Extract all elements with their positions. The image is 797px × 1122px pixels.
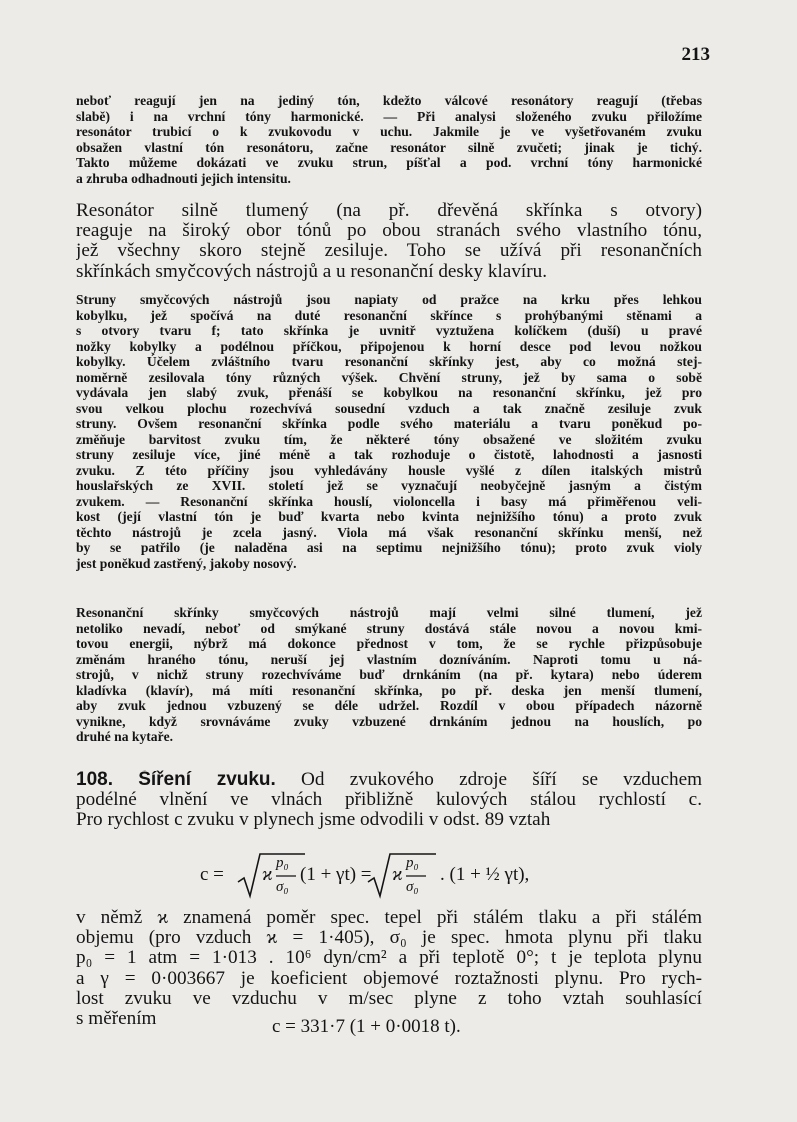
text-line: neboť reagují jen na jediný tón, kdežto válcové resonátory reagují (třebas [76,93,702,108]
text-line: aby zvuk jednou vzbuzený se déle udržel. Rozdíl v obou případech názorně [76,698,702,713]
formula-lhs: c = [200,864,224,885]
paragraph-variables [76,908,702,1029]
formula-kappa: ϰ [392,864,403,885]
text-line: vynikne, když srovnáváme zvuky vzbuzené drnkáním jednou na houslích, po [76,713,702,729]
formula-tail: . (1 + ½ γt), [440,864,530,885]
text-line: kobylky. Účelem zvláštního tvaru resonanční skřínky jest, aby co možná stej- [76,354,702,369]
text-line: změnám hraného tónu, neruší jej vlastním dozníváním. Naproti tomu u ná- [76,651,702,667]
text-line: zvuku. Z této příčiny jsou vyhledávány housle vyšlé z dílen italských mistrů [76,462,702,478]
formula-measured-speed: c = 331·7 (1 + 0·0018 t). [272,1016,461,1037]
section-108-intro [76,770,702,831]
text-line: nožky kobylky a podélnou příčkou, připojenou k horní desce pod levou nožkou [76,338,702,354]
text-line: strojů, v nichž struny rozechvíváme buď drnkáním (na př. kytara) nebo úderem [76,667,702,682]
text-line: struny. Ovšem resonanční skřínka podle svého materiálu a tvaru poněkud po- [76,416,702,431]
text-line: jest poněkud zastřený, jakoby nosový. [76,555,297,571]
text-line: zvukem. — Resonanční skřínka houslí, violoncella i basy má přiměřenou veli- [76,493,702,509]
text-line: skřínkách smyčcových nástrojů a u resonanční desky klavíru. [76,261,548,282]
text-line: a zhruba odhadnouti jejich intensitu. [76,170,291,186]
text-line: netoliko nevadí, neboť od smýkané struny dostává stále novou a novou kmi- [76,620,702,636]
paragraph-damping [76,605,702,745]
text-line: druhé na kytaře. [76,729,174,744]
paragraph-string-instruments [76,292,702,571]
formula-numerator: p₀ [406,855,419,871]
text-line: Resonanční skřínky smyčcových nástrojů mají velmi silné tlumení, jež [76,605,702,620]
section-text-line: Pro rychlost c zvuku v plynech jsme odvodili v odst. 89 vztah [76,810,551,831]
text-line: kobylku, jež spočívá na duté resonanční skřínce s prohýbanými stěnami a [76,307,702,323]
formula-denominator: σ₀ [406,879,419,895]
text-line: změňuje barvitost zvuku tím, že některé tóny obsažené ve složitém zvuku [76,431,702,447]
text-line: resonátor trubicí o k zvukovodu v uchu. Jakmile je ve vyšetřovaném zvuku [76,124,702,139]
formula-denominator: σ₀ [276,879,289,895]
text-line: jež všechny skoro stejně zesiluje. Toho se užívá při resonančních [76,241,702,262]
section-heading [76,770,702,790]
section-number: 108. [76,770,113,790]
text-line: s měřením [76,1009,157,1030]
text-line: v němž ϰ znamená poměr spec. tepel při stálém tlaku a při stálém [76,908,702,928]
text-line: struny zesiluje více, jiné méně a tak rozhoduje o čistotě, lahodnosti a jasnosti [76,447,702,462]
text-line: objemu (pro vzduch ϰ = 1·405), σ₀ je spec. hmota plynu při tlaku [76,928,702,949]
text-line: p₀ = 1 atm = 1·013 . 10⁶ dyn/cm² a při teplotě 0°; t je teplota plynu [76,948,702,969]
section-text-line: podélné vlnění ve vlnách přibližně kulových stálou rychlostí c. [76,790,702,811]
page-number: 213 [681,44,710,65]
text-line: by se patřilo (je naladěna asi na septimu nejnižšího tónu); proto zvuk violy [76,540,702,555]
formula-speed-of-sound [200,852,600,902]
text-line: houslařských ze XVII. století jež se vyznačují neobyčejně jasným a čistým [76,478,702,493]
text-line: kost (její vlastní tón je buď kvarta nebo kvinta nejnižšího tónu) a proto zvuk [76,509,702,524]
text-line: lost zvuku ve vzduchu v m/sec plyne z toho vztah souhlasící [76,988,702,1009]
text-line: vydávala jen slabý zvuk, přenáší se kobylkou na resonanční skřínku, jež pro [76,385,702,400]
text-line: a γ = 0·003667 je koeficient objemové roztažnosti plynu. Pro rych- [76,968,702,989]
formula-numerator: p₀ [276,855,289,871]
text-line: Takto můžeme dokázati ve zvuku strun, píšťal a pod. vrchní tóny harmonické [76,155,702,170]
text-line: tovou energii, nýbrž má dokonce přednost v tom, že se rychle přizpůsobuje [76,636,702,651]
paragraph-resonators [76,93,702,186]
paragraph-damped-resonator [76,201,702,282]
section-title: Šíření zvuku. [138,770,276,790]
text-line: noměrně zesilovala tóny různých výšek. Chvění struny, jež by sama o sobě [76,369,702,385]
text-line: obsažen vlastní tón resonátoru, začne resonátor silně zvučeti; jinak je tichý. [76,139,702,155]
formula-kappa: ϰ [262,864,273,885]
text-line: s otvory tvaru f; tato skřínka je uvnitř vyztužena kolíčkem (duší) u pravé [76,323,702,338]
text-line: slabě) i na vrchní tóny harmonické. — Při analysi složeného zvuku přiložíme [76,108,702,124]
formula-middle: (1 + γt) = [300,864,372,885]
text-line: kladívka (klavír), má míti resonanční skřínka, po př. deska jen menší tlumení, [76,682,702,698]
text-line: reaguje na široký obor tónů po obou stranách svého vlastního tónu, [76,221,702,242]
section-text-line: Od zvukového zdroje šíří se vzduchem [275,770,702,790]
text-line: svou velkou plochu rozechvívá sousední vzduch a tak značně zesiluje zvuk [76,400,702,416]
text-line: Resonátor silně tlumený (na př. dřevěná skřínka s otvory) [76,201,702,221]
text-line: těchto nástrojů je zcela jasný. Viola má však resonanční skřínku menší, než [76,524,702,540]
text-line: Struny smyčcových nástrojů jsou napiaty od pražce na krku přes lehkou [76,292,702,307]
